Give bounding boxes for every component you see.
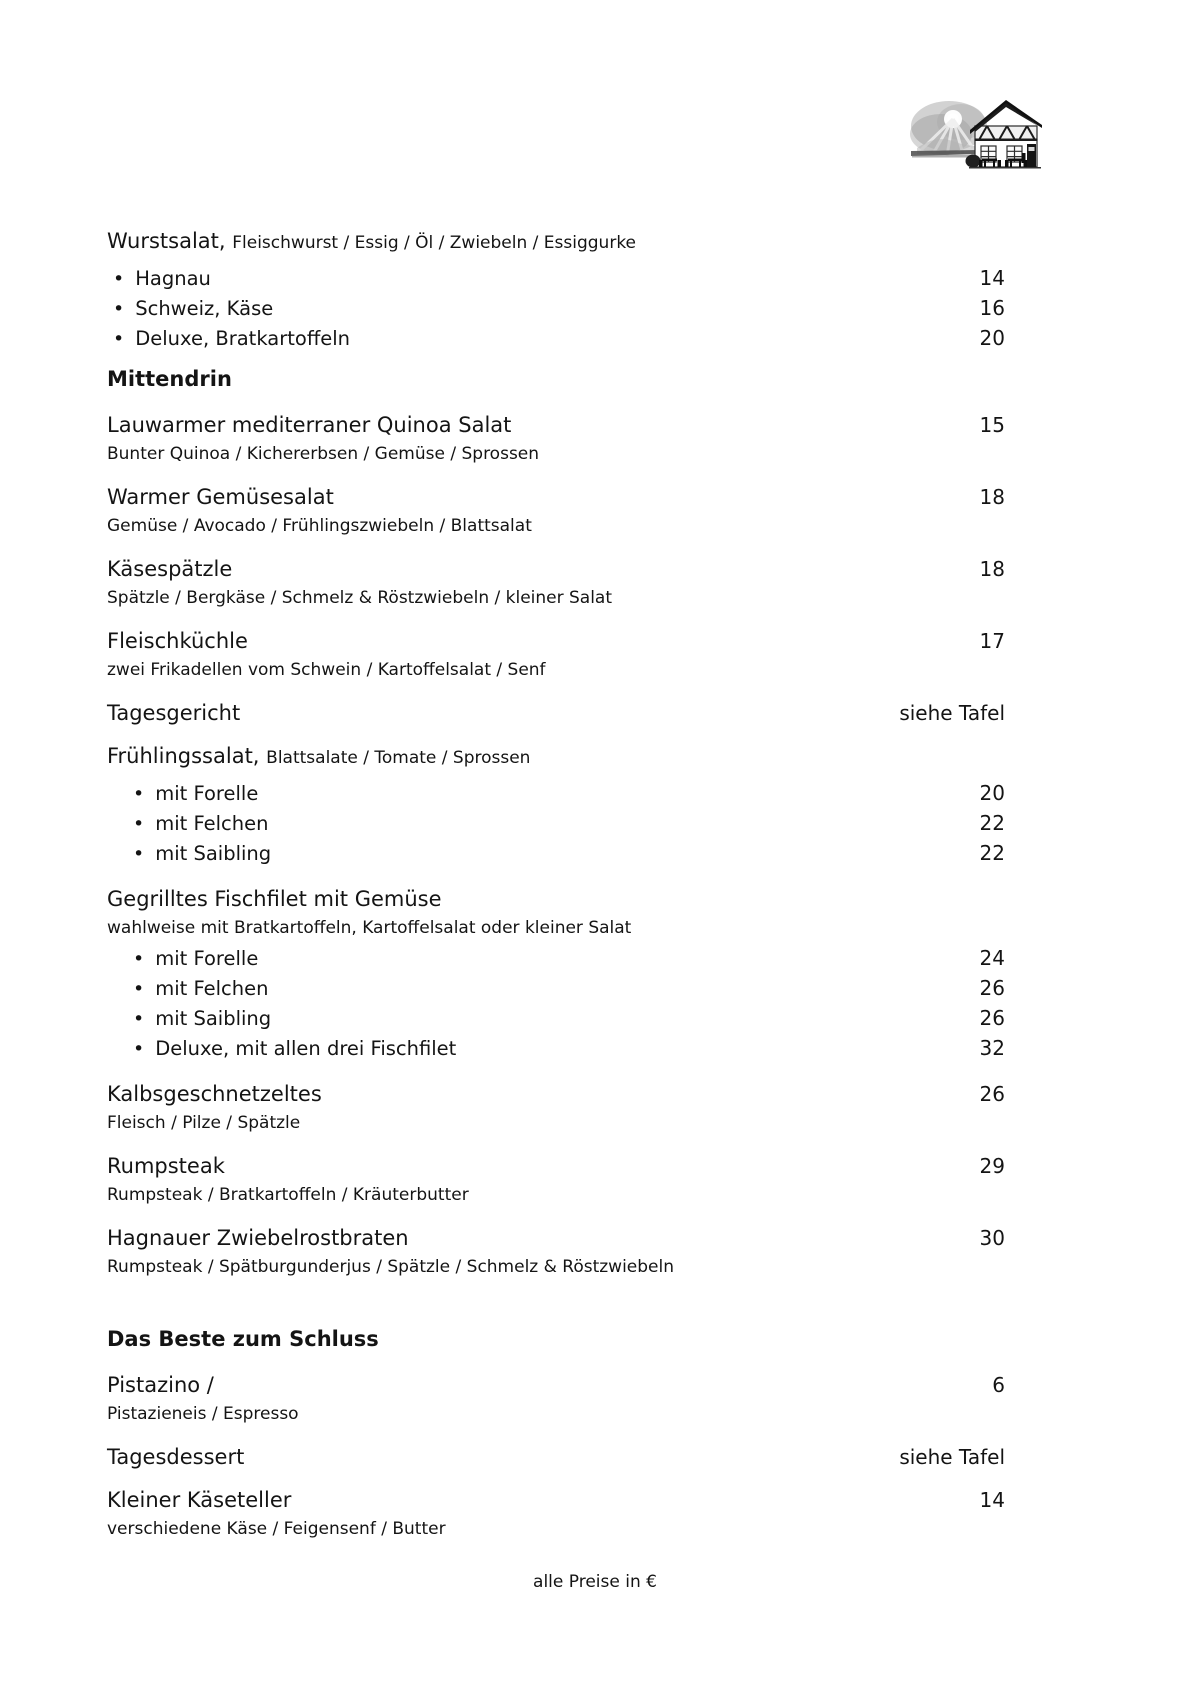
item-title: Rumpsteak [107, 1154, 225, 1178]
option-label: mit Forelle [155, 947, 259, 970]
item-description: Rumpsteak / Spätburgunderjus / Spätzle / Schmelz & Röstzwiebeln [107, 1257, 675, 1277]
menu-item [107, 412, 1005, 467]
option-row [107, 839, 1005, 869]
item-title: Warmer Gemüsesalat [107, 485, 334, 509]
option-row [107, 974, 1005, 1004]
option-left [133, 809, 268, 839]
menu-item-row [107, 1081, 1005, 1107]
option-label: mit Saibling [155, 842, 272, 865]
option-left [113, 324, 350, 354]
option-left [133, 1004, 271, 1034]
menu-item-row [107, 1225, 1005, 1251]
option-left [113, 294, 273, 324]
item-price: 15 [979, 413, 1005, 437]
menu-item-row [107, 228, 1005, 256]
bullet-icon: • [133, 843, 145, 865]
menu-item [107, 1487, 1005, 1542]
item-price: 29 [979, 1154, 1005, 1178]
item-price: siehe Tafel [899, 701, 1005, 725]
item-title: Kalbsgeschnetzeltes [107, 1082, 322, 1106]
item-title: Gegrilltes Fischfilet mit Gemüse [107, 887, 442, 911]
menu-item [107, 1225, 1005, 1280]
item-description: Gemüse / Avocado / Frühlingszwiebeln / Blattsalat [107, 516, 532, 536]
item-title: Käsespätzle [107, 557, 233, 581]
option-label: mit Saibling [155, 1007, 272, 1030]
menu-item [107, 484, 1005, 539]
menu-item-row [107, 743, 1005, 771]
bullet-icon: • [113, 298, 125, 320]
item-description: Bunter Quinoa / Kichererbsen / Gemüse / Sprossen [107, 444, 540, 464]
option-left [133, 974, 268, 1004]
section-heading: Mittendrin [107, 367, 232, 391]
menu-item [107, 1372, 1005, 1427]
item-title: Hagnauer Zwiebelrostbraten [107, 1226, 409, 1250]
option-label: mit Forelle [155, 782, 259, 805]
menu-item-row [107, 1153, 1005, 1179]
menu-item-row [107, 1444, 1005, 1470]
item-description: Spätzle / Bergkäse / Schmelz & Röstzwiebeln / kleiner Salat [107, 588, 613, 608]
menu-item-row [107, 484, 1005, 510]
bullet-icon: • [133, 783, 145, 805]
option-price: 22 [979, 841, 1005, 865]
menu-item [107, 628, 1005, 683]
restaurant-logo [909, 96, 1045, 174]
menu-item-row [107, 886, 1005, 912]
option-label: mit Felchen [155, 812, 269, 835]
item-price: 18 [979, 485, 1005, 509]
option-label: Hagnau [135, 267, 211, 290]
item-title: Wurstsalat, Fleischwurst / Essig / Öl / Zwiebeln / Essiggurke [107, 229, 637, 253]
item-description: verschiedene Käse / Feigensenf / Butter [107, 1519, 446, 1539]
item-price: 18 [979, 557, 1005, 581]
option-list [107, 944, 1005, 1064]
option-row [107, 264, 1005, 294]
bullet-icon: • [133, 978, 145, 1000]
item-description: Pistazieneis / Espresso [107, 1404, 299, 1424]
option-left [133, 1034, 456, 1064]
item-price: siehe Tafel [899, 1445, 1005, 1469]
guesthouse-lake-sun-logo-icon [909, 96, 1045, 174]
option-left [133, 779, 258, 809]
menu-item-with-options [107, 743, 1005, 869]
option-row [107, 809, 1005, 839]
item-description: zwei Frikadellen vom Schwein / Kartoffelsalat / Senf [107, 660, 546, 680]
option-price: 14 [979, 266, 1005, 290]
item-title: Tagesdessert [107, 1445, 245, 1469]
option-list [107, 264, 1005, 354]
option-price: 24 [979, 946, 1005, 970]
item-title: Frühlingssalat, Blattsalate / Tomate / Sprossen [107, 744, 531, 768]
item-title: Lauwarmer mediterraner Quinoa Salat [107, 413, 512, 437]
option-price: 22 [979, 811, 1005, 835]
option-label: Schweiz, Käse [135, 297, 274, 320]
item-title: Pistazino / [107, 1373, 214, 1397]
option-label: mit Felchen [155, 977, 269, 1000]
option-price: 20 [979, 781, 1005, 805]
option-row [107, 324, 1005, 354]
option-list [107, 779, 1005, 869]
menu-item [107, 700, 1005, 726]
menu-item-row [107, 700, 1005, 726]
option-row [107, 1004, 1005, 1034]
option-left [113, 264, 211, 294]
item-title: Kleiner Käseteller [107, 1488, 292, 1512]
option-left [133, 944, 258, 974]
item-price: 30 [979, 1226, 1005, 1250]
option-row [107, 944, 1005, 974]
item-price: 26 [979, 1082, 1005, 1106]
item-title: Tagesgericht [107, 701, 241, 725]
menu-item [107, 1444, 1005, 1470]
menu-item [107, 1153, 1005, 1208]
item-description: Rumpsteak / Bratkartoffeln / Kräuterbutter [107, 1185, 469, 1205]
bullet-icon: • [113, 268, 125, 290]
item-title-note: Blattsalate / Tomate / Sprossen [266, 748, 531, 768]
menu-item-row [107, 556, 1005, 582]
item-description: Fleisch / Pilze / Spätzle [107, 1113, 301, 1133]
section-heading: Das Beste zum Schluss [107, 1327, 379, 1351]
item-price: 14 [979, 1488, 1005, 1512]
option-label: Deluxe, mit allen drei Fischfilet [155, 1037, 457, 1060]
option-row [107, 1034, 1005, 1064]
option-price: 26 [979, 1006, 1005, 1030]
menu-item-row [107, 628, 1005, 654]
option-price: 16 [979, 296, 1005, 320]
menu-item [107, 1081, 1005, 1136]
item-price: 17 [979, 629, 1005, 653]
bullet-icon: • [133, 813, 145, 835]
menu-item-row [107, 412, 1005, 438]
option-row [107, 294, 1005, 324]
option-price: 20 [979, 326, 1005, 350]
menu-item-row [107, 1487, 1005, 1513]
footer-note: alle Preise in € [533, 1572, 657, 1592]
item-title: Fleischküchle [107, 629, 248, 653]
bullet-icon: • [133, 948, 145, 970]
menu-item-with-options [107, 228, 1005, 354]
item-title-note: Fleischwurst / Essig / Öl / Zwiebeln / Essiggurke [232, 233, 637, 253]
menu-item-with-options [107, 886, 1005, 1064]
menu-item [107, 556, 1005, 611]
option-row [107, 779, 1005, 809]
item-description: wahlweise mit Bratkartoffeln, Kartoffelsalat oder kleiner Salat [107, 918, 632, 938]
bullet-icon: • [133, 1038, 145, 1060]
bullet-icon: • [113, 328, 125, 350]
menu-item-row [107, 1372, 1005, 1398]
option-price: 26 [979, 976, 1005, 1000]
option-left [133, 839, 271, 869]
option-price: 32 [979, 1036, 1005, 1060]
bullet-icon: • [133, 1008, 145, 1030]
option-label: Deluxe, Bratkartoffeln [135, 327, 351, 350]
item-price: 6 [992, 1373, 1005, 1397]
